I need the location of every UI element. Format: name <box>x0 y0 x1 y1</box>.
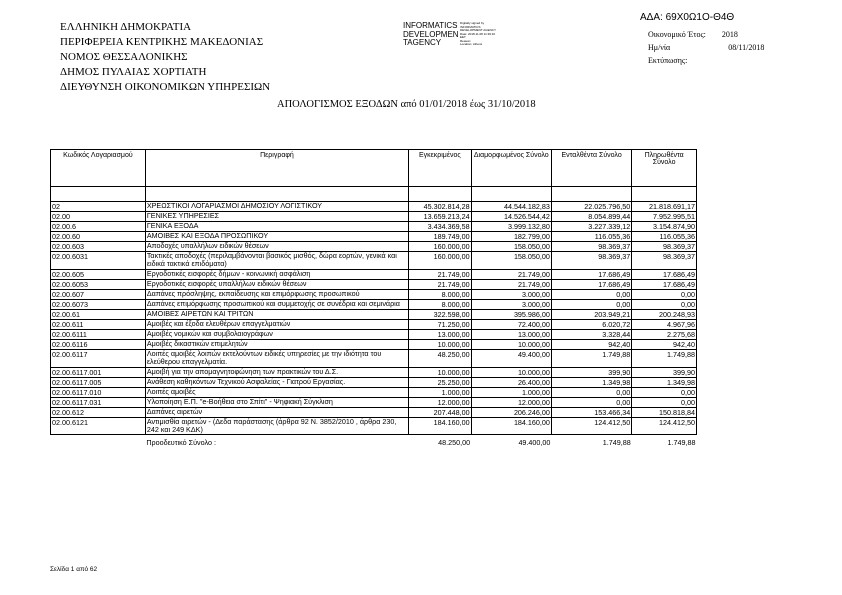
table-row <box>51 319 697 329</box>
paid-total-cell: 17.686,49 <box>632 269 697 279</box>
account-code-cell: 02.00.61 <box>51 309 146 319</box>
ordered-total-cell: 153.466,34 <box>551 407 631 417</box>
date-label: Ημ/νία <box>648 43 671 52</box>
table-row <box>51 377 697 387</box>
account-code-cell: 02.00.6116 <box>51 339 146 349</box>
ordered-total-cell: 399,90 <box>551 367 631 377</box>
description-cell: ΧΡΕΩΣΤΙΚΟΙ ΛΟΓΑΡΙΑΣΜΟΙ ΔΗΜΟΣΙΟΥ ΛΟΓΙΣΤΙΚΟΥ <box>145 202 408 212</box>
table-header-row <box>51 150 697 187</box>
ordered-total-cell: 1.349,98 <box>551 377 631 387</box>
formed-total-cell: 21.749,00 <box>471 279 551 289</box>
total-approved: 48.250,00 <box>438 438 471 448</box>
table-row <box>51 407 697 417</box>
fiscal-year-value: 2018 <box>721 30 738 39</box>
total-paid: 1.749,88 <box>667 438 696 448</box>
expenses-table <box>50 149 697 452</box>
approved-cell: 3.434.369,58 <box>409 222 471 232</box>
total-ordered: 1.749,88 <box>602 438 631 448</box>
formed-total-cell: 21.749,00 <box>471 269 551 279</box>
approved-cell: 10.000,00 <box>409 367 471 377</box>
description-cell: Αποδοχές υπαλλήλων ειδικών θέσεων <box>145 242 408 252</box>
paid-total-cell: 124.412,50 <box>632 417 697 435</box>
account-code-cell: 02.00.6 <box>51 222 146 232</box>
org-header <box>60 20 270 95</box>
ordered-total-cell: 98.369,37 <box>551 252 631 270</box>
table-row <box>51 252 697 270</box>
table-row <box>51 242 697 252</box>
print-label: Εκτύπωσης: <box>648 56 688 65</box>
approved-cell: 48.250,00 <box>409 349 471 367</box>
account-code-cell: 02.00.6117.001 <box>51 367 146 377</box>
description-cell: Αμοιβές νομικών και συμβολαιογράφων <box>145 329 408 339</box>
paid-total-cell: 200.248,93 <box>632 309 697 319</box>
col-formed-total: Διαμορφωμένος Σύνολο <box>471 150 551 187</box>
approved-cell: 10.000,00 <box>409 339 471 349</box>
description-cell: Λοιπές αμοιβές <box>145 387 408 397</box>
table-row <box>51 309 697 319</box>
ordered-total-cell: 1.749,88 <box>551 349 631 367</box>
description-cell: Αμοιβή για την απομαγνητοφώνηση των πρακτικών του Δ.Σ. <box>145 367 408 377</box>
table-row <box>51 289 697 299</box>
ordered-total-cell: 0,00 <box>551 397 631 407</box>
table-row <box>51 222 697 232</box>
signature-stamp-line: DEVELOPMEN <box>403 29 459 39</box>
approved-cell: 160.000,00 <box>409 242 471 252</box>
paid-total-cell: 0,00 <box>632 289 697 299</box>
paid-total-cell: 98.369,37 <box>632 252 697 270</box>
description-cell: Δαπάνες πρόσληψης, εκπαίδευσης και επιμόρφωσης προσωπικού <box>145 289 408 299</box>
paid-total-cell: 942,40 <box>632 339 697 349</box>
account-code-cell: 02.00.6117.031 <box>51 397 146 407</box>
paid-total-cell: 17.686,49 <box>632 279 697 289</box>
account-code-cell: 02.00.612 <box>51 407 146 417</box>
ordered-total-cell: 8.054.899,44 <box>551 212 631 222</box>
ordered-total-cell: 0,00 <box>551 299 631 309</box>
org-line-prefecture: ΝΟΜΟΣ ΘΕΣΣΑΛΟΝΙΚΗΣ <box>60 51 188 63</box>
approved-cell: 21.749,00 <box>409 269 471 279</box>
approved-cell: 322.598,00 <box>409 309 471 319</box>
ordered-total-cell: 942,40 <box>551 339 631 349</box>
col-ordered-total: Ενταλθέντα Σύνολο <box>551 150 631 187</box>
ordered-total-cell: 0,00 <box>551 289 631 299</box>
paid-total-cell: 1.749,88 <box>632 349 697 367</box>
table-row <box>51 232 697 242</box>
ordered-total-cell: 3.328,44 <box>551 329 631 339</box>
description-cell: Αμοιβές δικαστικών επιμελητών <box>145 339 408 349</box>
formed-total-cell: 49.400,00 <box>471 349 551 367</box>
description-cell: ΑΜΟΙΒΕΣ ΚΑΙ ΕΞΟΔΑ ΠΡΟΣΩΠΙΚΟΥ <box>145 232 408 242</box>
total-formed: 49.400,00 <box>518 438 551 448</box>
progressive-total-row <box>51 435 697 453</box>
approved-cell: 184.160,00 <box>409 417 471 435</box>
total-label: Προοδευτικό Σύνολο : <box>146 438 216 448</box>
formed-total-cell: 14.526.544,42 <box>471 212 551 222</box>
fiscal-year-label: Οικονομικό Έτος: <box>648 30 706 39</box>
org-line-municipality: ΔΗΜΟΣ ΠΥΛΑΙΑΣ ΧΟΡΤΙΑΤΗ <box>60 66 207 78</box>
approved-cell: 25.250,00 <box>409 377 471 387</box>
table-row <box>51 299 697 309</box>
col-paid-total: Πληρωθέντα Σύνολο <box>632 150 697 187</box>
paid-total-cell: 2.275,68 <box>632 329 697 339</box>
table-row <box>51 279 697 289</box>
table-row <box>51 329 697 339</box>
formed-total-cell: 72.400,00 <box>471 319 551 329</box>
table-row <box>51 202 697 212</box>
approved-cell: 45.302.814,28 <box>409 202 471 212</box>
formed-total-cell: 395.986,00 <box>471 309 551 319</box>
account-code-cell: 02.00.6121 <box>51 417 146 435</box>
paid-total-cell: 0,00 <box>632 299 697 309</box>
approved-cell: 13.000,00 <box>409 329 471 339</box>
account-code-cell: 02.00.6117.010 <box>51 387 146 397</box>
account-code-cell: 02.00.60 <box>51 232 146 242</box>
paid-total-cell: 98.369,37 <box>632 242 697 252</box>
account-code-cell: 02.00.605 <box>51 269 146 279</box>
signature-stamp-line: TAGENCY <box>403 38 442 47</box>
formed-total-cell: 44.544.182,83 <box>471 202 551 212</box>
paid-total-cell: 3.154.874,90 <box>632 222 697 232</box>
report-title: ΑΠΟΛΟΓΙΣΜΟΣ ΕΞΟΔΩΝ από 01/01/2018 έως 31/10/2018 <box>277 99 536 110</box>
table-row <box>51 349 697 367</box>
approved-cell: 71.250,00 <box>409 319 471 329</box>
approved-cell: 189.749,00 <box>409 232 471 242</box>
approved-cell: 207.448,00 <box>409 407 471 417</box>
account-code-cell: 02.00.6111 <box>51 329 146 339</box>
approved-cell: 8.000,00 <box>409 299 471 309</box>
description-cell: Εργοδοτικές εισφορές δήμων - κοινωνική ασφάλιση <box>145 269 408 279</box>
paid-total-cell: 116.055,36 <box>632 232 697 242</box>
formed-total-cell: 184.160,00 <box>471 417 551 435</box>
account-code-cell: 02.00.6031 <box>51 252 146 270</box>
col-account-code: Κωδικός Λογαριασμού <box>51 150 146 187</box>
signature-detail: EET <box>460 35 466 39</box>
account-code-cell: 02 <box>51 202 146 212</box>
ordered-total-cell: 6.020,72 <box>551 319 631 329</box>
org-line-region: ΠΕΡΙΦΕΡΕΙΑ ΚΕΝΤΡΙΚΗΣ ΜΑΚΕΔΟΝΙΑΣ <box>60 36 264 48</box>
description-cell: Αμοιβές και έξοδα ελευθέρων επαγγελματιών <box>145 319 408 329</box>
spacer-cell <box>51 187 146 202</box>
ordered-total-cell: 17.686,49 <box>551 269 631 279</box>
table-row <box>51 212 697 222</box>
table-row <box>51 367 697 377</box>
account-code-cell: 02.00.603 <box>51 242 146 252</box>
formed-total-cell: 182.799,00 <box>471 232 551 242</box>
total-code-cell <box>51 435 146 453</box>
paid-total-cell: 21.818.691,17 <box>632 202 697 212</box>
table-body <box>51 202 697 435</box>
paid-total-cell: 4.967,96 <box>632 319 697 329</box>
formed-total-cell: 3.000,00 <box>471 299 551 309</box>
approved-cell: 21.749,00 <box>409 279 471 289</box>
spacer-cell <box>471 187 551 202</box>
spacer-cell <box>551 187 631 202</box>
description-cell: ΑΜΟΙΒΕΣ ΑΙΡΕΤΩΝ ΚΑΙ ΤΡΙΤΩΝ <box>145 309 408 319</box>
ordered-total-cell: 0,00 <box>551 387 631 397</box>
formed-total-cell: 158.050,00 <box>471 252 551 270</box>
spacer-cell <box>145 187 408 202</box>
table-row <box>51 417 697 435</box>
signature-stamp-line: INFORMATICS <box>403 21 458 30</box>
signature-detail: INFORMATICS <box>460 24 481 29</box>
spacer-cell <box>409 187 471 202</box>
signature-detail: Reason: <box>460 38 472 43</box>
signature-details <box>460 22 496 47</box>
account-code-cell: 02.00.6117 <box>51 349 146 367</box>
formed-total-cell: 10.000,00 <box>471 339 551 349</box>
approved-cell: 13.659.213,24 <box>409 212 471 222</box>
ordered-total-cell: 116.055,36 <box>551 232 631 242</box>
approved-cell: 160.000,00 <box>409 252 471 270</box>
formed-total-cell: 3.000,00 <box>471 289 551 299</box>
paid-total-cell: 150.818,84 <box>632 407 697 417</box>
description-cell: Λοιπές αμοιβές λοιπών εκτελούντων ειδικές υπηρεσίες με την ιδιότητα του ελεύθερου επαγγελματία. <box>145 349 408 367</box>
formed-total-cell: 3.999.132,80 <box>471 222 551 232</box>
org-line-directorate: ΔΙΕΥΘΥΝΣΗ ΟΙΚΟΝΟΜΙΚΩΝ ΥΠΗΡΕΣΙΩΝ <box>60 81 271 93</box>
org-line-country: ΕΛΛΗΝΙΚΗ ΔΗΜΟΚΡΑΤΙΑ <box>60 21 192 33</box>
description-cell: Ανάθεση καθηκόντων Τεχνικού Ασφαλείας - Γιατρού Εργασίας. <box>145 377 408 387</box>
col-description: Περιγραφή <box>145 150 408 187</box>
ordered-total-cell: 203.949,21 <box>551 309 631 319</box>
account-code-cell: 02.00.607 <box>51 289 146 299</box>
ordered-total-cell: 98.369,37 <box>551 242 631 252</box>
formed-total-cell: 26.400,00 <box>471 377 551 387</box>
approved-cell: 12.000,00 <box>409 397 471 407</box>
approved-cell: 8.000,00 <box>409 289 471 299</box>
account-code-cell: 02.00 <box>51 212 146 222</box>
account-code-cell: 02.00.611 <box>51 319 146 329</box>
report-meta <box>648 28 764 67</box>
description-cell: Υλοποίηση Ε.Π. "e-Βοήθεια στο Σπίτι" - Ψηφιακή Σύγκλιση <box>145 397 408 407</box>
page-number: Σελίδα 1 από 62 <box>50 566 98 573</box>
description-cell: Δαπάνες αιρετών <box>145 407 408 417</box>
approved-cell: 1.000,00 <box>409 387 471 397</box>
paid-total-cell: 0,00 <box>632 387 697 397</box>
signature-detail: DEVELOPMENT AGENCY <box>460 28 496 32</box>
date-value: 08/11/2018 <box>728 43 765 52</box>
table-row <box>51 339 697 349</box>
paid-total-cell: 1.349,98 <box>632 377 697 387</box>
formed-total-cell: 1.000,00 <box>471 387 551 397</box>
ordered-total-cell: 22.025.796,50 <box>551 202 631 212</box>
col-approved: Εγκεκριμένος <box>409 150 471 187</box>
formed-total-cell: 13.000,00 <box>471 329 551 339</box>
ordered-total-cell: 17.686,49 <box>551 279 631 289</box>
account-code-cell: 02.00.6073 <box>51 299 146 309</box>
formed-total-cell: 206.246,00 <box>471 407 551 417</box>
formed-total-cell: 12.000,00 <box>471 397 551 407</box>
formed-total-cell: 10.000,00 <box>471 367 551 377</box>
formed-total-cell: 158.050,00 <box>471 242 551 252</box>
description-cell: Τακτικές αποδοχές (περιλαμβάνονται βασικός μισθός, δώρα εορτών, γενικά και ειδικά τακτικά επιδόματα) <box>145 252 408 270</box>
table-row <box>51 269 697 279</box>
table-row <box>51 387 697 397</box>
description-cell: Δαπάνες επιμόρφωσης προσωπικού και συμμετοχής σε συνέδρια και σεμινάρια <box>145 299 408 309</box>
account-code-cell: 02.00.6117.005 <box>51 377 146 387</box>
account-code-cell: 02.00.6053 <box>51 279 146 289</box>
signature-detail: Date: 2018.11.08 11:39:10 <box>460 31 496 36</box>
ordered-total-cell: 124.412,50 <box>551 417 631 435</box>
description-cell: Εργοδοτικές εισφορές υπαλλήλων ειδικών θέσεων <box>145 279 408 289</box>
signature-detail: Location: Athens <box>460 42 483 46</box>
paid-total-cell: 7.952.995,51 <box>632 212 697 222</box>
paid-total-cell: 399,90 <box>632 367 697 377</box>
description-cell: ΓΕΝΙΚΕΣ ΥΠΗΡΕΣΙΕΣ <box>145 212 408 222</box>
paid-total-cell: 0,00 <box>632 397 697 407</box>
table-spacer-row <box>51 187 697 202</box>
description-cell: ΓΕΝΙΚΑ ΕΞΟΔΑ <box>145 222 408 232</box>
description-cell: Αντιμισθία αιρετών - (Δεδα παράστασης (άρθρα 92 Ν. 3852/2010 , άρθρα 230, 242 και 249 ΚΔΚ) <box>145 417 408 435</box>
table-row <box>51 397 697 407</box>
signature-stamp <box>403 22 459 48</box>
ada-code: ΑΔΑ: 69Χ0Ω1Ο-Θ4Θ <box>640 12 735 23</box>
ordered-total-cell: 3.227.339,12 <box>551 222 631 232</box>
spacer-cell <box>632 187 697 202</box>
signature-detail: Digitally signed by <box>460 21 485 25</box>
